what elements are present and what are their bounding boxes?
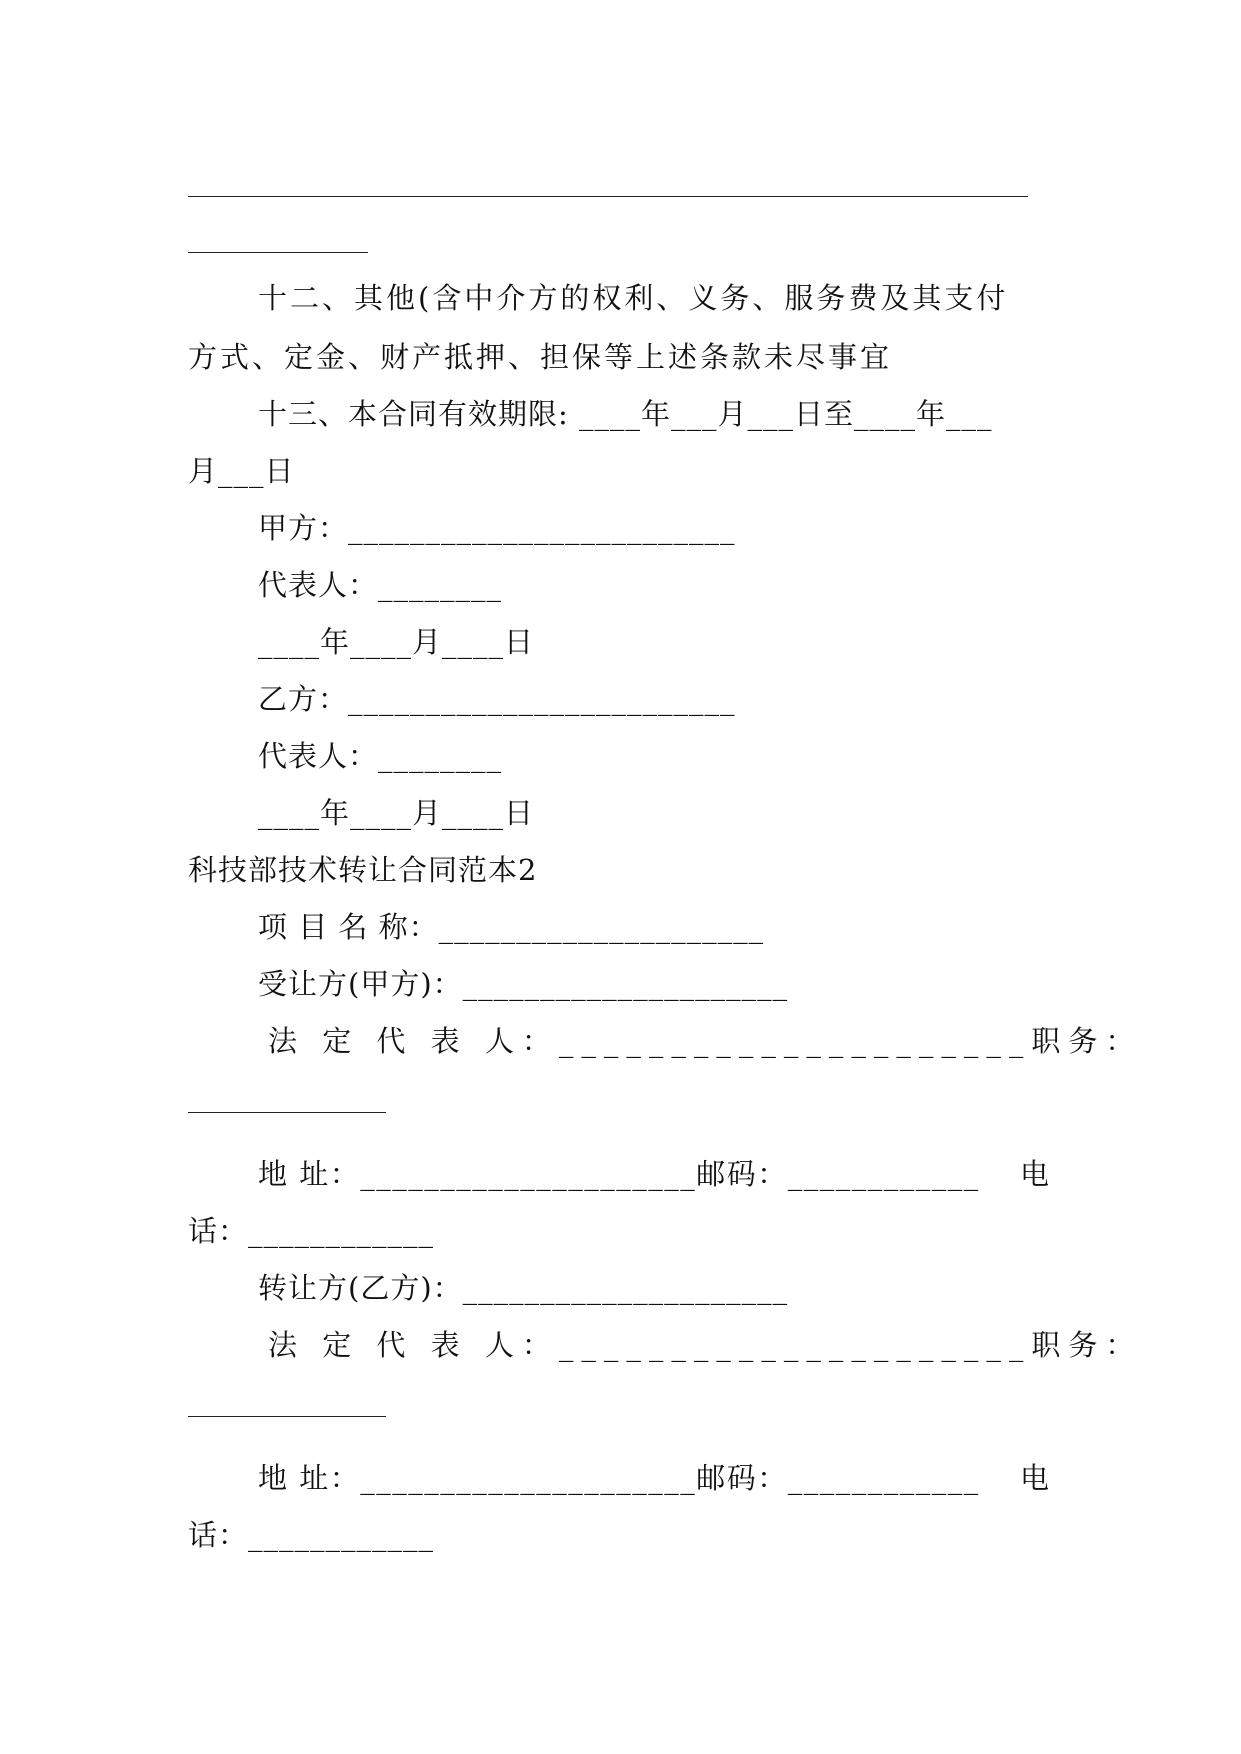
transferee-phone-label: 电 [1020,1157,1050,1191]
clause-12-line-1: 十二、其他(含中介方的权利、义务、服务费及其支付 [258,281,1009,315]
party-a-rep-line: 代表人：________ [258,568,503,602]
transferor-line: 转让方(乙方)：_____________________ [258,1271,789,1305]
transferor-title-blank [188,1416,386,1417]
transferee-legal-rep-line: 法 定 代 表 人：_____________________职务： [268,1024,1143,1058]
party-b-date-line: ____年____月____日 [258,796,535,830]
project-name-line: 项 目 名 称：_____________________ [258,910,765,944]
transferor-address-line: 地 址：_____________________邮码：____________ [258,1461,980,1495]
party-a-date-line: ____年____月____日 [258,625,535,659]
blank-rule-short [188,252,368,253]
party-b-rep-line: 代表人：________ [258,739,503,773]
transferor-phone-line: 话：____________ [188,1518,435,1552]
transferee-address-line: 地 址：_____________________邮码：____________ [258,1157,980,1191]
section-title: 科技部技术转让合同范本2 [188,853,538,887]
transferee-title-blank [188,1112,386,1113]
transferee-phone-line: 话：____________ [188,1214,435,1248]
clause-13-line-2: 月___日 [188,454,295,488]
clause-12-line-2: 方式、定金、财产抵押、担保等上述条款未尽事宜 [188,340,893,374]
transferee-line: 受让方(甲方)：_____________________ [258,967,789,1001]
blank-rule-long [188,196,1028,197]
party-a-line: 甲方：_________________________ [258,511,736,545]
clause-13-line-1: 十三、本合同有效期限: ____年___月___日至____年___ [258,397,993,431]
party-b-line: 乙方：_________________________ [258,682,736,716]
transferor-phone-label: 电 [1020,1461,1050,1495]
transferor-legal-rep-line: 法 定 代 表 人：_____________________职务： [268,1328,1143,1362]
